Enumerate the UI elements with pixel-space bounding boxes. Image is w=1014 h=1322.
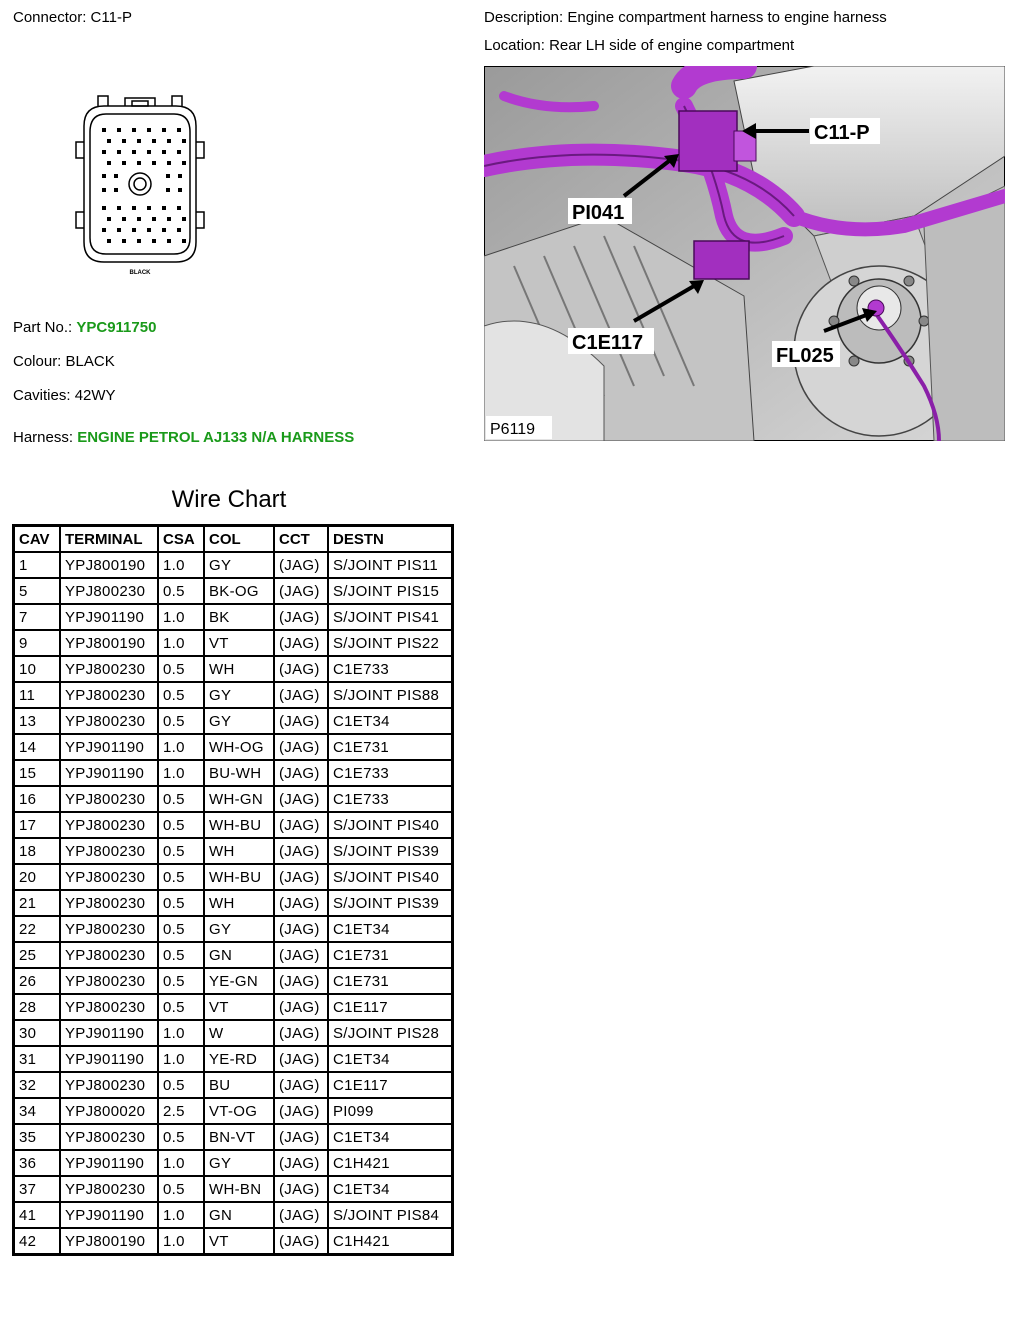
- cell-csa: 0.5: [158, 682, 204, 708]
- cell-csa: 0.5: [158, 578, 204, 604]
- connector-pin: [152, 239, 156, 243]
- location-label: Location:: [484, 37, 545, 54]
- cell-csa: 1.0: [158, 1046, 204, 1072]
- connector-pin: [122, 139, 126, 143]
- table-row: [14, 786, 453, 812]
- cell-terminal: YPJ800230: [60, 942, 158, 968]
- connector-pin: [122, 161, 126, 165]
- cell-destn: S/JOINT PIS15: [328, 578, 453, 604]
- cell-destn: C1ET34: [328, 1124, 453, 1150]
- cell-csa: 1.0: [158, 734, 204, 760]
- table-row: [14, 942, 453, 968]
- cell-csa: 0.5: [158, 864, 204, 890]
- cell-terminal: YPJ901190: [60, 1150, 158, 1176]
- cell-destn: C1E733: [328, 760, 453, 786]
- table-row: [14, 864, 453, 890]
- cell-col: BN-VT: [204, 1124, 274, 1150]
- cell-terminal: YPJ800190: [60, 630, 158, 656]
- cell-csa: 0.5: [158, 968, 204, 994]
- table-row: [14, 656, 453, 682]
- cell-csa: 0.5: [158, 786, 204, 812]
- cell-csa: 0.5: [158, 1176, 204, 1202]
- location-field: [484, 37, 794, 54]
- cell-col: YE-RD: [204, 1046, 274, 1072]
- cell-csa: 0.5: [158, 1124, 204, 1150]
- colour-field: [13, 353, 115, 370]
- cell-col: GN: [204, 1202, 274, 1228]
- cell-destn: S/JOINT PIS22: [328, 630, 453, 656]
- cell-cav: 21: [14, 890, 61, 916]
- connector-pin: [177, 206, 181, 210]
- table-row: [14, 1176, 453, 1202]
- table-row: [14, 1228, 453, 1255]
- cell-csa: 0.5: [158, 708, 204, 734]
- cell-terminal: YPJ800230: [60, 1124, 158, 1150]
- cavities-label: Cavities:: [13, 387, 71, 404]
- connector-pin: [114, 188, 118, 192]
- connector-pin: [102, 228, 106, 232]
- cell-cct: (JAG): [274, 786, 328, 812]
- cell-destn: C1ET34: [328, 1046, 453, 1072]
- callout-pi041: PI041: [572, 202, 625, 224]
- cell-cct: (JAG): [274, 1228, 328, 1255]
- cell-col: WH-OG: [204, 734, 274, 760]
- cell-destn: S/JOINT PIS39: [328, 890, 453, 916]
- cell-csa: 0.5: [158, 916, 204, 942]
- table-row: [14, 708, 453, 734]
- connector-pin: [137, 239, 141, 243]
- cell-cav: 37: [14, 1176, 61, 1202]
- harness-label: Harness:: [13, 429, 74, 446]
- cell-destn: PI099: [328, 1098, 453, 1124]
- cell-col: GY: [204, 552, 274, 578]
- cell-destn: C1E731: [328, 942, 453, 968]
- part-number-link[interactable]: YPC911750: [76, 319, 157, 336]
- callout-fl025: FL025: [776, 345, 834, 367]
- cell-terminal: YPJ901190: [60, 1202, 158, 1228]
- connector-pin: [167, 239, 171, 243]
- location-value: Rear LH side of engine compartment: [549, 37, 795, 54]
- harness-link[interactable]: ENGINE PETROL AJ133 N/A HARNESS: [77, 429, 355, 446]
- cell-cct: (JAG): [274, 708, 328, 734]
- table-row: [14, 1020, 453, 1046]
- cell-col: WH-GN: [204, 786, 274, 812]
- connector-pin: [167, 161, 171, 165]
- connector-pin: [152, 217, 156, 221]
- cell-cav: 1: [14, 552, 61, 578]
- connector-pin: [102, 206, 106, 210]
- location-photo: [484, 66, 1005, 441]
- table-row: [14, 968, 453, 994]
- connector-pin: [177, 128, 181, 132]
- cell-cav: 7: [14, 604, 61, 630]
- cell-col: WH-BU: [204, 812, 274, 838]
- cell-csa: 1.0: [158, 1150, 204, 1176]
- table-row: [14, 760, 453, 786]
- cell-cct: (JAG): [274, 942, 328, 968]
- connector-pin: [132, 206, 136, 210]
- cell-terminal: YPJ800230: [60, 812, 158, 838]
- cavities-field: [13, 387, 116, 404]
- cell-col: VT: [204, 630, 274, 656]
- cell-terminal: YPJ800230: [60, 968, 158, 994]
- cell-cav: 31: [14, 1046, 61, 1072]
- connector-pin: [117, 150, 121, 154]
- cell-col: VT-OG: [204, 1098, 274, 1124]
- cell-col: BK: [204, 604, 274, 630]
- cell-destn: C1E731: [328, 734, 453, 760]
- cell-cct: (JAG): [274, 864, 328, 890]
- cell-cav: 42: [14, 1228, 61, 1255]
- cell-terminal: YPJ800190: [60, 552, 158, 578]
- cell-cct: (JAG): [274, 578, 328, 604]
- connector-field: [13, 9, 132, 26]
- cell-destn: S/JOINT PIS11: [328, 552, 453, 578]
- wire-chart-table: [12, 524, 454, 1256]
- cell-cct: (JAG): [274, 1046, 328, 1072]
- cell-cav: 26: [14, 968, 61, 994]
- cell-cct: (JAG): [274, 1072, 328, 1098]
- cell-cav: 14: [14, 734, 61, 760]
- cavities-value: 42WY: [74, 387, 116, 404]
- cell-cct: (JAG): [274, 682, 328, 708]
- connector-face-drawing: [70, 92, 210, 277]
- cell-col: BK-OG: [204, 578, 274, 604]
- cell-csa: 1.0: [158, 1228, 204, 1255]
- description-value: Engine compartment harness to engine harness: [567, 9, 887, 26]
- cell-destn: C1E733: [328, 656, 453, 682]
- cell-terminal: YPJ800230: [60, 578, 158, 604]
- connector-pin: [107, 239, 111, 243]
- cell-csa: 0.5: [158, 812, 204, 838]
- connector-pin: [117, 128, 121, 132]
- cell-terminal: YPJ800190: [60, 1228, 158, 1255]
- cell-destn: C1E117: [328, 994, 453, 1020]
- cell-col: WH-BN: [204, 1176, 274, 1202]
- cell-cav: 20: [14, 864, 61, 890]
- cell-cav: 22: [14, 916, 61, 942]
- cell-cct: (JAG): [274, 968, 328, 994]
- connector-pin: [117, 228, 121, 232]
- harness-field: [13, 429, 354, 446]
- cell-cct: (JAG): [274, 1150, 328, 1176]
- cell-csa: 0.5: [158, 1072, 204, 1098]
- wire-chart-title: Wire Chart: [171, 486, 287, 513]
- connector-pin: [182, 239, 186, 243]
- cell-cct: (JAG): [274, 1176, 328, 1202]
- cell-destn: S/JOINT PIS40: [328, 864, 453, 890]
- cell-csa: 1.0: [158, 760, 204, 786]
- cell-destn: S/JOINT PIS84: [328, 1202, 453, 1228]
- table-row: [14, 916, 453, 942]
- cell-csa: 1.0: [158, 552, 204, 578]
- cell-cct: (JAG): [274, 812, 328, 838]
- cell-csa: 0.5: [158, 890, 204, 916]
- table-row: [14, 578, 453, 604]
- cell-col: BU-WH: [204, 760, 274, 786]
- cell-terminal: YPJ800230: [60, 1072, 158, 1098]
- cell-terminal: YPJ901190: [60, 734, 158, 760]
- cell-terminal: YPJ800230: [60, 864, 158, 890]
- cell-terminal: YPJ800230: [60, 786, 158, 812]
- connector-pin: [107, 161, 111, 165]
- cell-terminal: YPJ800230: [60, 838, 158, 864]
- connector-pin: [166, 174, 170, 178]
- cell-cav: 9: [14, 630, 61, 656]
- connector-pin: [177, 228, 181, 232]
- cell-destn: C1E117: [328, 1072, 453, 1098]
- header-destn: DESTN: [328, 526, 453, 553]
- connector-pin: [182, 161, 186, 165]
- cell-destn: S/JOINT PIS40: [328, 812, 453, 838]
- header-cav: CAV: [14, 526, 61, 553]
- cell-cct: (JAG): [274, 1202, 328, 1228]
- cell-csa: 1.0: [158, 630, 204, 656]
- cell-cct: (JAG): [274, 734, 328, 760]
- connector-pin: [152, 161, 156, 165]
- cell-csa: 2.5: [158, 1098, 204, 1124]
- cell-csa: 0.5: [158, 656, 204, 682]
- table-row: [14, 1046, 453, 1072]
- connector-pin: [102, 128, 106, 132]
- cell-cav: 34: [14, 1098, 61, 1124]
- cell-destn: C1ET34: [328, 1176, 453, 1202]
- table-row: [14, 604, 453, 630]
- connector-pin: [132, 128, 136, 132]
- cell-cct: (JAG): [274, 552, 328, 578]
- cell-csa: 0.5: [158, 994, 204, 1020]
- connector-pin: [162, 150, 166, 154]
- cell-col: WH-BU: [204, 864, 274, 890]
- cell-destn: S/JOINT PIS28: [328, 1020, 453, 1046]
- table-row: [14, 1202, 453, 1228]
- table-row: [14, 1072, 453, 1098]
- cell-terminal: YPJ901190: [60, 1020, 158, 1046]
- colour-value: BLACK: [65, 353, 115, 370]
- cell-cct: (JAG): [274, 994, 328, 1020]
- callout-c11p: C11-P: [814, 122, 870, 144]
- cell-cav: 10: [14, 656, 61, 682]
- connector-pin: [167, 139, 171, 143]
- cell-csa: 1.0: [158, 1020, 204, 1046]
- cell-col: GY: [204, 682, 274, 708]
- cell-col: W: [204, 1020, 274, 1046]
- description-field: [484, 9, 887, 26]
- connector-pin: [177, 150, 181, 154]
- cell-terminal: YPJ800230: [60, 916, 158, 942]
- cell-col: YE-GN: [204, 968, 274, 994]
- connector-pin: [107, 139, 111, 143]
- connector-pin: [162, 206, 166, 210]
- cell-cav: 11: [14, 682, 61, 708]
- cell-terminal: YPJ800020: [60, 1098, 158, 1124]
- connector-pin: [132, 228, 136, 232]
- connector-pin: [182, 217, 186, 221]
- cell-terminal: YPJ800230: [60, 1176, 158, 1202]
- cell-cav: 35: [14, 1124, 61, 1150]
- connector-pin: [178, 188, 182, 192]
- cell-terminal: YPJ800230: [60, 708, 158, 734]
- table-row: [14, 890, 453, 916]
- connector-pin: [167, 217, 171, 221]
- table-row: [14, 734, 453, 760]
- cell-destn: S/JOINT PIS88: [328, 682, 453, 708]
- cell-destn: C1H421: [328, 1228, 453, 1255]
- cell-cct: (JAG): [274, 760, 328, 786]
- cell-csa: 0.5: [158, 942, 204, 968]
- part-number-field: [13, 319, 156, 336]
- cell-cct: (JAG): [274, 1098, 328, 1124]
- cell-terminal: YPJ901190: [60, 1046, 158, 1072]
- connector-pin: [102, 188, 106, 192]
- cell-cav: 15: [14, 760, 61, 786]
- cell-col: VT: [204, 994, 274, 1020]
- table-row: [14, 552, 453, 578]
- connector-label: Connector:: [13, 9, 87, 26]
- callout-c1e117: C1E117: [572, 332, 644, 354]
- cell-col: WH: [204, 656, 274, 682]
- cell-col: GY: [204, 708, 274, 734]
- cell-cav: 18: [14, 838, 61, 864]
- connector-pin: [137, 161, 141, 165]
- table-row: [14, 682, 453, 708]
- cell-col: GN: [204, 942, 274, 968]
- cell-cav: 25: [14, 942, 61, 968]
- cell-terminal: YPJ800230: [60, 994, 158, 1020]
- cell-csa: 0.5: [158, 838, 204, 864]
- cell-cav: 13: [14, 708, 61, 734]
- cell-destn: C1H421: [328, 1150, 453, 1176]
- table-row: [14, 630, 453, 656]
- cell-col: BU: [204, 1072, 274, 1098]
- cell-cct: (JAG): [274, 890, 328, 916]
- header-terminal: TERMINAL: [60, 526, 158, 553]
- cell-terminal: YPJ800230: [60, 682, 158, 708]
- connector-pin: [102, 174, 106, 178]
- table-row: [14, 1098, 453, 1124]
- cell-destn: C1ET34: [328, 916, 453, 942]
- header-col: COL: [204, 526, 274, 553]
- connector-pin: [114, 174, 118, 178]
- cell-cav: 32: [14, 1072, 61, 1098]
- connector-pin: [107, 217, 111, 221]
- connector-pin: [162, 228, 166, 232]
- colour-label: Colour:: [13, 353, 62, 370]
- cell-terminal: YPJ901190: [60, 760, 158, 786]
- connector-pin: [137, 139, 141, 143]
- cell-col: VT: [204, 1228, 274, 1255]
- table-row: [14, 1124, 453, 1150]
- cell-cav: 17: [14, 812, 61, 838]
- cell-cct: (JAG): [274, 604, 328, 630]
- connector-pin: [117, 206, 121, 210]
- cell-cct: (JAG): [274, 630, 328, 656]
- connector-pin: [132, 150, 136, 154]
- cell-destn: C1E733: [328, 786, 453, 812]
- connector-pin: [162, 128, 166, 132]
- connector-pin: [166, 188, 170, 192]
- cell-cct: (JAG): [274, 1020, 328, 1046]
- photo-reference: P6119: [490, 421, 536, 438]
- connector-value: C11-P: [90, 9, 132, 26]
- connector-pin: [182, 139, 186, 143]
- cell-col: WH: [204, 890, 274, 916]
- header-csa: CSA: [158, 526, 204, 553]
- cell-col: WH: [204, 838, 274, 864]
- cell-terminal: YPJ800230: [60, 890, 158, 916]
- cell-csa: 1.0: [158, 1202, 204, 1228]
- cell-cct: (JAG): [274, 656, 328, 682]
- connector-pin: [147, 206, 151, 210]
- cell-cct: (JAG): [274, 1124, 328, 1150]
- wire-chart-header-row: [14, 526, 453, 553]
- cell-destn: C1ET34: [328, 708, 453, 734]
- connector-pin: [147, 150, 151, 154]
- header-cct: CCT: [274, 526, 328, 553]
- description-label: Description:: [484, 9, 564, 26]
- table-row: [14, 1150, 453, 1176]
- cell-destn: S/JOINT PIS39: [328, 838, 453, 864]
- connector-pin: [102, 150, 106, 154]
- cell-col: GY: [204, 916, 274, 942]
- cell-cav: 28: [14, 994, 61, 1020]
- cell-terminal: YPJ901190: [60, 604, 158, 630]
- connector-pin: [122, 217, 126, 221]
- cell-terminal: YPJ800230: [60, 656, 158, 682]
- connector-pin: [147, 228, 151, 232]
- cell-cct: (JAG): [274, 838, 328, 864]
- cell-col: GY: [204, 1150, 274, 1176]
- cell-cav: 5: [14, 578, 61, 604]
- cell-destn: S/JOINT PIS41: [328, 604, 453, 630]
- cell-cav: 30: [14, 1020, 61, 1046]
- cell-cav: 41: [14, 1202, 61, 1228]
- connector-pin: [137, 217, 141, 221]
- connector-pin: [147, 128, 151, 132]
- cell-destn: C1E731: [328, 968, 453, 994]
- table-row: [14, 812, 453, 838]
- cell-cav: 36: [14, 1150, 61, 1176]
- table-row: [14, 838, 453, 864]
- connector-pin: [122, 239, 126, 243]
- connector-pin: [178, 174, 182, 178]
- cell-cav: 16: [14, 786, 61, 812]
- table-row: [14, 994, 453, 1020]
- part-number-label: Part No.:: [13, 319, 73, 336]
- cell-cct: (JAG): [274, 916, 328, 942]
- drawing-caption: BLACK: [129, 270, 151, 276]
- connector-pin: [152, 139, 156, 143]
- cell-csa: 1.0: [158, 604, 204, 630]
